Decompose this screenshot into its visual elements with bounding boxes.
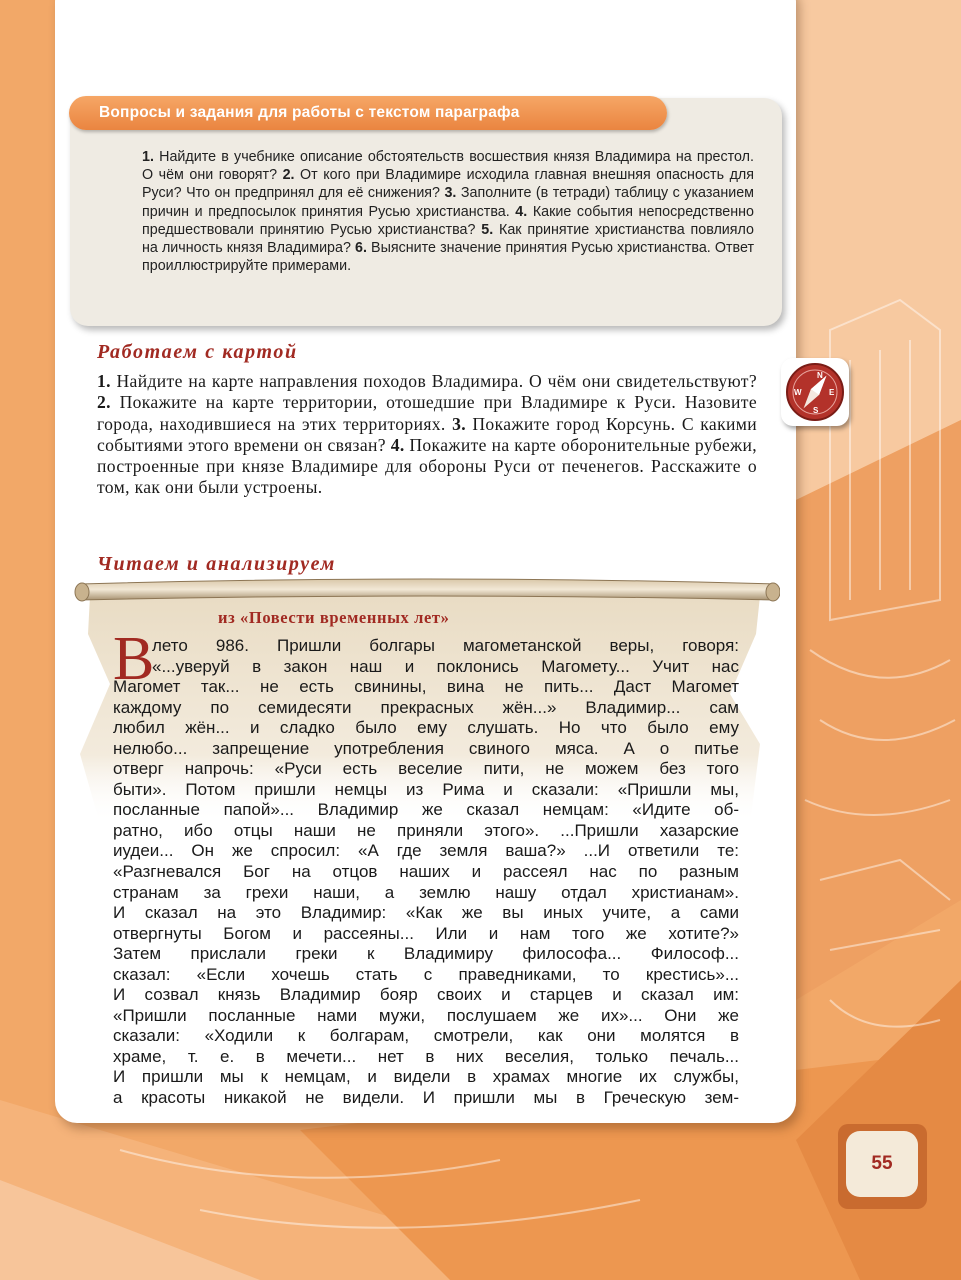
question-text: Найдите в учебнике описание обстоятельств восшествия князя Владимира на престол. О чём они говорят?	[142, 149, 754, 184]
text-line: отверг напрочь: «Руси есть веселие пити, не можем без того	[113, 759, 739, 779]
compass-badge	[781, 358, 849, 426]
text-line: Затем прислали греки к Владимиру философа... Философ...	[113, 944, 739, 964]
question-text: Заполните (в тетради) таблицу с указанием причин и предпосылок принятия Русью христианства.	[142, 185, 754, 220]
question-text: Выясните значение принятия Русью христианства. Ответ проиллюстрируйте примерами.	[142, 240, 754, 275]
task-text: Найдите на карте направления походов Владимира. О чём они свидетельствуют?	[110, 371, 757, 391]
task-number: 4.	[390, 434, 405, 455]
text-line: «...уверуй в закон наш и поклонись Магомету... Учит нас	[152, 656, 739, 676]
text-line: отвергнуты Богом и рассеяны... Или и нам того же хотите?»	[113, 923, 739, 943]
text-line: «Разгневался Бог на отцов наших и рассеял нас по разным	[113, 862, 739, 882]
questions-header: Вопросы и задания для работы с текстом параграфа	[69, 96, 667, 130]
text-line: а красоты никакой не видели. И пришли мы в Греческую зем-	[113, 1088, 739, 1108]
question-number: 6.	[355, 240, 367, 257]
question-number: 4.	[515, 203, 528, 220]
text-line: храме, т. е. в мечети... нет в них веселия, только печаль...	[113, 1046, 739, 1066]
question-number: 5.	[481, 221, 494, 238]
reading-section-heading: Читаем и анализируем	[97, 553, 336, 575]
text-line: быти». Потом пришли немцы из Рима и сказали: «Пришли мы,	[113, 779, 739, 799]
text-line: сказал: «Если хочешь стать с праведниками, то крестись»...	[113, 964, 739, 984]
text-line: сказали: «Ходили к болгарам, смотрели, как они молятся в	[113, 1026, 739, 1046]
text-line: ратно, ибо отцы наши не приняли этого». ...Пришли хазарские	[113, 820, 739, 840]
text-line: лето 986. Пришли болгары магометанской веры, говоря:	[152, 636, 739, 655]
question-text: От кого при Владимире исходила главная внешняя опасность для Руси? Что он предпринял для её снижения?	[142, 167, 754, 202]
text-line: нелюбо... запрещение употребления свиного мяса. А о питье	[113, 738, 739, 758]
task-number: 1.	[97, 371, 111, 391]
text-line: каждому по семидесяти прекрасных жён...» Владимир... сам	[113, 697, 739, 717]
questions-text	[142, 148, 754, 275]
compass-letter-s: S	[813, 406, 819, 415]
text-line: иудеи... Он же спросил: «А где земля ваша?» ...И ответили те:	[113, 841, 739, 861]
task-text: Покажите на карте территории, отошедшие при Владимире к Руси. Назовите города, находившиеся на этих территориях.	[97, 392, 757, 434]
reading-text	[113, 636, 739, 1109]
text-line: И сказал на это Владимир: «Как же вы иных учите, а сами	[113, 903, 739, 923]
text-line: Магомет так... не есть свинины, вина не пить... Даст Магомет	[113, 677, 739, 697]
question-number: 3.	[444, 185, 457, 202]
task-text: Покажите на карте оборонительные рубежи, построенные при князе Владимире для обороны Руси от печенегов. Расскажите о том, как они были устроены.	[97, 434, 757, 498]
compass-letter-n: N	[817, 371, 823, 380]
compass-letter-e: E	[829, 388, 835, 397]
question-text: Какие события непосредственно предшествовали принятию Русью христианства?	[142, 203, 754, 238]
compass-icon	[781, 358, 849, 426]
text-line: странам за грехи наши, а землю нашу отдал христианам».	[113, 882, 739, 902]
question-text: Как принятие христианства повлияло на личность князя Владимира?	[142, 221, 754, 257]
question-number: 2.	[282, 167, 295, 184]
task-number: 2.	[97, 392, 111, 413]
text-line: И пришли мы к немцам, и видели в храмах многие их службы,	[113, 1067, 739, 1087]
map-section-heading: Работаем с картой	[97, 341, 298, 363]
text-line: И созвал князь Владимир бояр своих и старцев и сказал им:	[113, 985, 739, 1005]
source-title: из «Повести временных лет»	[218, 608, 450, 627]
map-tasks-text	[97, 371, 757, 499]
text-line: «Пришли посланные нами мужи, послушаем же их»... Они же	[113, 1005, 739, 1025]
compass-letter-w: W	[794, 388, 802, 397]
task-number: 3.	[452, 413, 466, 434]
text-line: любил жён... и сладко было ему слушать. Но что было ему	[113, 718, 739, 738]
text-line: посланные папой»... Владимир же сказал немцам: «Идите об-	[113, 800, 739, 820]
page-number: 55	[846, 1131, 918, 1197]
question-number: 1.	[142, 149, 154, 165]
drop-cap: В	[113, 625, 155, 693]
task-text: Покажите город Корсунь. С какими событиями этого времени он связан?	[97, 413, 757, 455]
